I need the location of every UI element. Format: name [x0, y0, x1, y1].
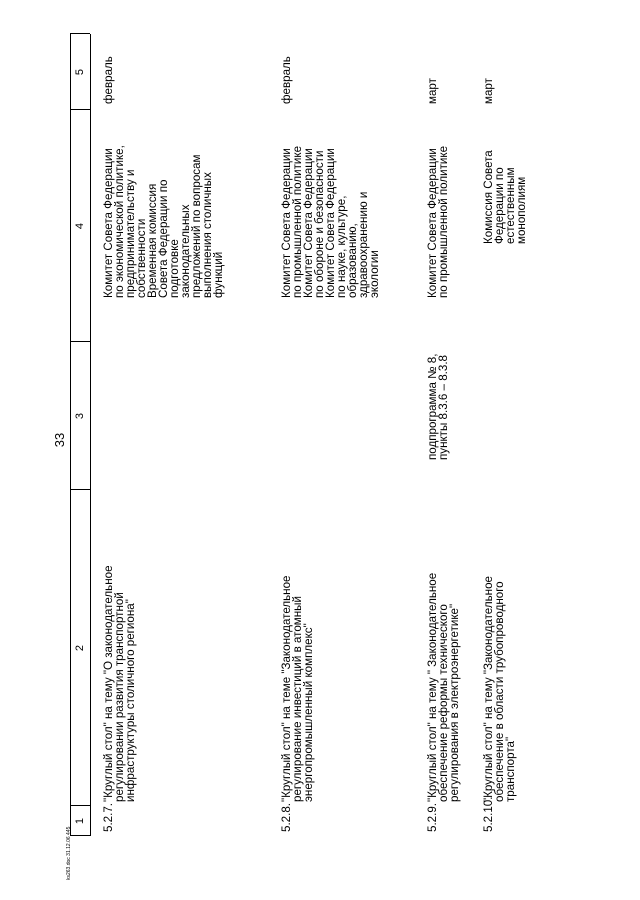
column-header: 1	[74, 817, 86, 825]
row-number: 5.2.7.	[102, 802, 115, 832]
deadline: февраль	[102, 56, 115, 104]
column-header: 3	[74, 412, 86, 420]
header-bottom-border	[90, 34, 91, 836]
row-number: 5.2.8.	[280, 802, 293, 832]
event-description: "Круглый стол" на тему " Законодательное обеспечение реформы технического регулирования в электроэнергетике"	[426, 572, 461, 802]
row-number: 5.2.9.	[426, 802, 439, 832]
deadline: март	[482, 78, 495, 104]
footer-code: ks263.doc 31.12.06 445	[66, 826, 72, 880]
deadline: февраль	[280, 56, 293, 104]
responsible-body: Комиссия Совета Федерации по естественным монополиям	[482, 150, 528, 244]
column-header: 4	[74, 222, 86, 230]
row-number: 5.2.10.	[482, 796, 495, 832]
column-header: 5	[74, 68, 86, 76]
responsible-body: Комитет Совета Федерации по промышленной политике	[426, 145, 450, 298]
event-description: "Круглый стол" на тему "Законодательное обеспечение в области трубопроводного транспорта"	[482, 576, 517, 802]
basis-reference: подпрограмма № 8, пункты 8.3.6 – 8.3.8	[426, 353, 450, 460]
responsible-body: Комитет Совета Федерации по промышленной политике Комитет Совета Федерации по обороне и безопасности Комитет Совета Федерации по науке, культуре, образованию, здравоохранению и экологии	[280, 145, 381, 298]
event-description: "Круглый стол" на теме "Законодательное регулирование инвестиций в атомный энергопромышленный комплекс"	[280, 575, 315, 802]
deadline: март	[426, 78, 439, 104]
responsible-body: Комитет Совета Федерации по экономической политике, предпринимательству и собственности Временная комиссия Совета Федерации по подготовке законодательных предложений по вопросам выполнения столичных функций	[102, 145, 225, 298]
event-description: "Круглый стол" на тему "О законодательное регулировании развития транспортной инфраструктуры столичного региона"	[102, 565, 137, 802]
column-header: 2	[74, 644, 86, 652]
page-number: 33	[52, 432, 67, 448]
